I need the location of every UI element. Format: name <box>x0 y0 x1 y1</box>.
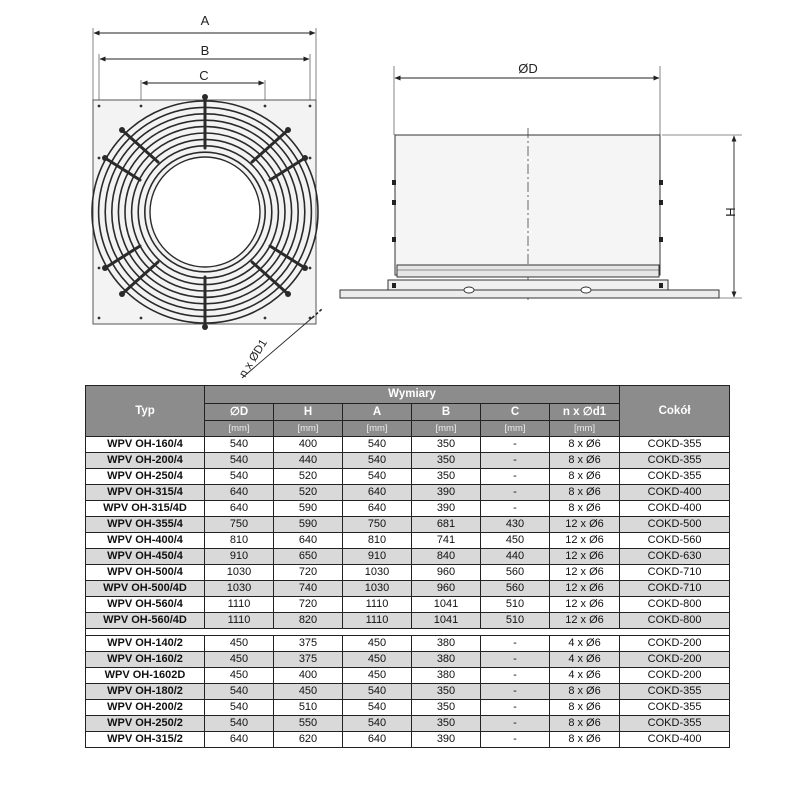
cell-a: 640 <box>343 485 412 501</box>
cell-cokol: COKD-355 <box>620 716 730 732</box>
cell-d: 540 <box>205 469 274 485</box>
cell-cokol: COKD-560 <box>620 533 730 549</box>
table-row <box>86 501 730 517</box>
fan-housing <box>395 135 660 275</box>
cell-cokol: COKD-355 <box>620 437 730 453</box>
cell-typ: WPV OH-250/4 <box>86 469 205 485</box>
cell-h: 400 <box>274 668 343 684</box>
table-row <box>86 581 730 597</box>
cell-a: 540 <box>343 437 412 453</box>
front-view <box>92 13 322 380</box>
header-cokol: Cokół <box>620 386 730 437</box>
cell-h: 520 <box>274 485 343 501</box>
header-col-holes: n x ∅d1 <box>550 404 620 420</box>
cell-a: 540 <box>343 684 412 700</box>
cell-c: - <box>481 636 550 652</box>
housing-skirt <box>388 280 668 290</box>
cell-b: 681 <box>412 517 481 533</box>
cell-typ: WPV OH-500/4D <box>86 581 205 597</box>
cell-d: 540 <box>205 684 274 700</box>
cell-typ: WPV OH-500/4 <box>86 565 205 581</box>
cell-typ: WPV OH-180/2 <box>86 684 205 700</box>
cell-typ: WPV OH-140/2 <box>86 636 205 652</box>
cell-b: 960 <box>412 581 481 597</box>
cell-c: - <box>481 684 550 700</box>
cell-b: 380 <box>412 652 481 668</box>
table-row <box>86 453 730 469</box>
cell-cokol: COKD-400 <box>620 501 730 517</box>
cell-n: 8 x Ø6 <box>550 684 620 700</box>
cell-h: 550 <box>274 716 343 732</box>
cell-b: 350 <box>412 716 481 732</box>
cell-cokol: COKD-800 <box>620 597 730 613</box>
unit-col-holes: [mm] <box>550 420 620 436</box>
cell-c: 560 <box>481 581 550 597</box>
cell-h: 440 <box>274 453 343 469</box>
cell-typ: WPV OH-250/2 <box>86 716 205 732</box>
cell-b: 390 <box>412 732 481 748</box>
cell-h: 590 <box>274 501 343 517</box>
header-wymiary: Wymiary <box>205 386 620 404</box>
cell-h: 510 <box>274 700 343 716</box>
cell-n: 8 x Ø6 <box>550 437 620 453</box>
dim-label-height: H <box>723 207 738 217</box>
cell-a: 450 <box>343 668 412 684</box>
table-row <box>86 485 730 501</box>
cell-c: - <box>481 469 550 485</box>
cell-a: 540 <box>343 453 412 469</box>
cell-n: 4 x Ø6 <box>550 668 620 684</box>
holes-label: n x ØD1 <box>237 337 270 380</box>
technical-drawing <box>0 0 800 385</box>
cell-h: 740 <box>274 581 343 597</box>
cell-n: 12 x Ø6 <box>550 581 620 597</box>
header-col-h: H <box>274 404 343 420</box>
header-typ: Typ <box>86 386 205 437</box>
cell-b: 350 <box>412 437 481 453</box>
cell-d: 540 <box>205 716 274 732</box>
cell-h: 650 <box>274 549 343 565</box>
cell-h: 620 <box>274 732 343 748</box>
cell-c: 510 <box>481 597 550 613</box>
cell-cokol: COKD-200 <box>620 636 730 652</box>
cell-b: 960 <box>412 565 481 581</box>
cell-typ: WPV OH-200/4 <box>86 453 205 469</box>
cell-typ: WPV OH-450/4 <box>86 549 205 565</box>
table-row <box>86 700 730 716</box>
cell-cokol: COKD-400 <box>620 485 730 501</box>
unit-col-diameter: [mm] <box>205 420 274 436</box>
dim-label-b: B <box>200 43 210 58</box>
cell-h: 590 <box>274 517 343 533</box>
header-col-a: A <box>343 404 412 420</box>
cell-typ: WPV OH-160/4 <box>86 437 205 453</box>
cell-cokol: COKD-710 <box>620 581 730 597</box>
cell-c: - <box>481 700 550 716</box>
unit-col-b: [mm] <box>412 420 481 436</box>
cell-d: 750 <box>205 517 274 533</box>
cell-d: 1110 <box>205 597 274 613</box>
cell-n: 12 x Ø6 <box>550 533 620 549</box>
group-separator-cell <box>86 629 730 636</box>
cell-n: 12 x Ø6 <box>550 613 620 629</box>
cell-n: 8 x Ø6 <box>550 732 620 748</box>
cell-h: 375 <box>274 652 343 668</box>
cell-b: 350 <box>412 700 481 716</box>
table-row <box>86 437 730 453</box>
cell-n: 12 x Ø6 <box>550 565 620 581</box>
cell-b: 1041 <box>412 613 481 629</box>
cell-d: 1110 <box>205 613 274 629</box>
cell-b: 840 <box>412 549 481 565</box>
cell-b: 390 <box>412 485 481 501</box>
cell-h: 640 <box>274 533 343 549</box>
cell-cokol: COKD-355 <box>620 469 730 485</box>
cell-cokol: COKD-355 <box>620 700 730 716</box>
cell-typ: WPV OH-315/4 <box>86 485 205 501</box>
cell-c: 430 <box>481 517 550 533</box>
cell-cokol: COKD-200 <box>620 652 730 668</box>
cell-c: 510 <box>481 613 550 629</box>
cell-cokol: COKD-800 <box>620 613 730 629</box>
cell-d: 540 <box>205 700 274 716</box>
header-col-diameter: ∅D <box>205 404 274 420</box>
cell-a: 540 <box>343 716 412 732</box>
dimensions-table <box>85 385 730 748</box>
unit-col-a: [mm] <box>343 420 412 436</box>
group-separator <box>86 629 730 636</box>
cell-c: - <box>481 652 550 668</box>
cell-d: 910 <box>205 549 274 565</box>
table-row <box>86 684 730 700</box>
cell-d: 810 <box>205 533 274 549</box>
cell-cokol: COKD-630 <box>620 549 730 565</box>
cell-a: 640 <box>343 501 412 517</box>
base-plate <box>340 290 719 298</box>
cell-typ: WPV OH-200/2 <box>86 700 205 716</box>
cell-typ: WPV OH-315/2 <box>86 732 205 748</box>
cell-n: 8 x Ø6 <box>550 716 620 732</box>
cell-h: 720 <box>274 597 343 613</box>
table-row <box>86 597 730 613</box>
table-row <box>86 565 730 581</box>
table-row <box>86 668 730 684</box>
cell-cokol: COKD-200 <box>620 668 730 684</box>
front-extension-lines <box>93 28 316 102</box>
cell-c: 440 <box>481 549 550 565</box>
dim-label-c: C <box>199 68 209 83</box>
cell-h: 820 <box>274 613 343 629</box>
cell-n: 4 x Ø6 <box>550 636 620 652</box>
cell-h: 400 <box>274 437 343 453</box>
cell-b: 350 <box>412 453 481 469</box>
table-row <box>86 732 730 748</box>
cell-c: - <box>481 501 550 517</box>
cell-n: 8 x Ø6 <box>550 469 620 485</box>
cell-b: 380 <box>412 636 481 652</box>
cell-d: 540 <box>205 437 274 453</box>
dim-label-diameter: ØD <box>518 61 538 76</box>
cell-h: 720 <box>274 565 343 581</box>
cell-a: 1110 <box>343 597 412 613</box>
table-body <box>86 437 730 748</box>
cell-d: 640 <box>205 485 274 501</box>
cell-typ: WPV OH-400/4 <box>86 533 205 549</box>
cell-cokol: COKD-355 <box>620 453 730 469</box>
cell-cokol: COKD-355 <box>620 684 730 700</box>
side-view <box>340 61 742 302</box>
cell-n: 8 x Ø6 <box>550 453 620 469</box>
cell-d: 450 <box>205 668 274 684</box>
cell-n: 12 x Ø6 <box>550 597 620 613</box>
cell-a: 1030 <box>343 581 412 597</box>
cell-typ: WPV OH-160/2 <box>86 652 205 668</box>
cell-typ: WPV OH-560/4D <box>86 613 205 629</box>
cell-a: 450 <box>343 652 412 668</box>
cell-c: - <box>481 437 550 453</box>
table-row <box>86 652 730 668</box>
cell-b: 380 <box>412 668 481 684</box>
cell-typ: WPV OH-355/4 <box>86 517 205 533</box>
cell-a: 1030 <box>343 565 412 581</box>
cell-cokol: COKD-500 <box>620 517 730 533</box>
table-row <box>86 636 730 652</box>
cell-typ: WPV OH-1602D <box>86 668 205 684</box>
cell-d: 540 <box>205 453 274 469</box>
cell-cokol: COKD-400 <box>620 732 730 748</box>
cell-a: 540 <box>343 700 412 716</box>
cell-b: 350 <box>412 684 481 700</box>
cell-typ: WPV OH-560/4 <box>86 597 205 613</box>
table-row <box>86 469 730 485</box>
cell-a: 450 <box>343 636 412 652</box>
header-col-c: C <box>481 404 550 420</box>
dim-label-a: A <box>200 13 210 28</box>
cell-h: 375 <box>274 636 343 652</box>
header-col-b: B <box>412 404 481 420</box>
cell-d: 640 <box>205 732 274 748</box>
cell-c: 560 <box>481 565 550 581</box>
unit-col-h: [mm] <box>274 420 343 436</box>
cell-d: 450 <box>205 652 274 668</box>
table-row <box>86 533 730 549</box>
cell-a: 1110 <box>343 613 412 629</box>
unit-col-c: [mm] <box>481 420 550 436</box>
cell-a: 540 <box>343 469 412 485</box>
table-row <box>86 549 730 565</box>
cell-d: 1030 <box>205 565 274 581</box>
cell-c: - <box>481 453 550 469</box>
table-row <box>86 613 730 629</box>
cell-n: 8 x Ø6 <box>550 485 620 501</box>
cell-n: 12 x Ø6 <box>550 549 620 565</box>
cell-n: 4 x Ø6 <box>550 652 620 668</box>
cell-a: 640 <box>343 732 412 748</box>
cell-h: 450 <box>274 684 343 700</box>
cell-b: 390 <box>412 501 481 517</box>
housing-band <box>397 265 659 277</box>
cell-n: 12 x Ø6 <box>550 517 620 533</box>
cell-c: 450 <box>481 533 550 549</box>
cell-c: - <box>481 485 550 501</box>
dimensions-table-container <box>85 385 729 748</box>
cell-c: - <box>481 732 550 748</box>
cell-typ: WPV OH-315/4D <box>86 501 205 517</box>
cell-a: 910 <box>343 549 412 565</box>
cell-n: 8 x Ø6 <box>550 501 620 517</box>
table-row <box>86 716 730 732</box>
cell-b: 741 <box>412 533 481 549</box>
cell-a: 750 <box>343 517 412 533</box>
cell-c: - <box>481 668 550 684</box>
cell-a: 810 <box>343 533 412 549</box>
cell-cokol: COKD-710 <box>620 565 730 581</box>
grille-center-opening <box>150 157 260 267</box>
cell-d: 640 <box>205 501 274 517</box>
cell-n: 8 x Ø6 <box>550 700 620 716</box>
table-row <box>86 517 730 533</box>
cell-b: 350 <box>412 469 481 485</box>
cell-d: 1030 <box>205 581 274 597</box>
cell-c: - <box>481 716 550 732</box>
cell-b: 1041 <box>412 597 481 613</box>
cell-h: 520 <box>274 469 343 485</box>
cell-d: 450 <box>205 636 274 652</box>
